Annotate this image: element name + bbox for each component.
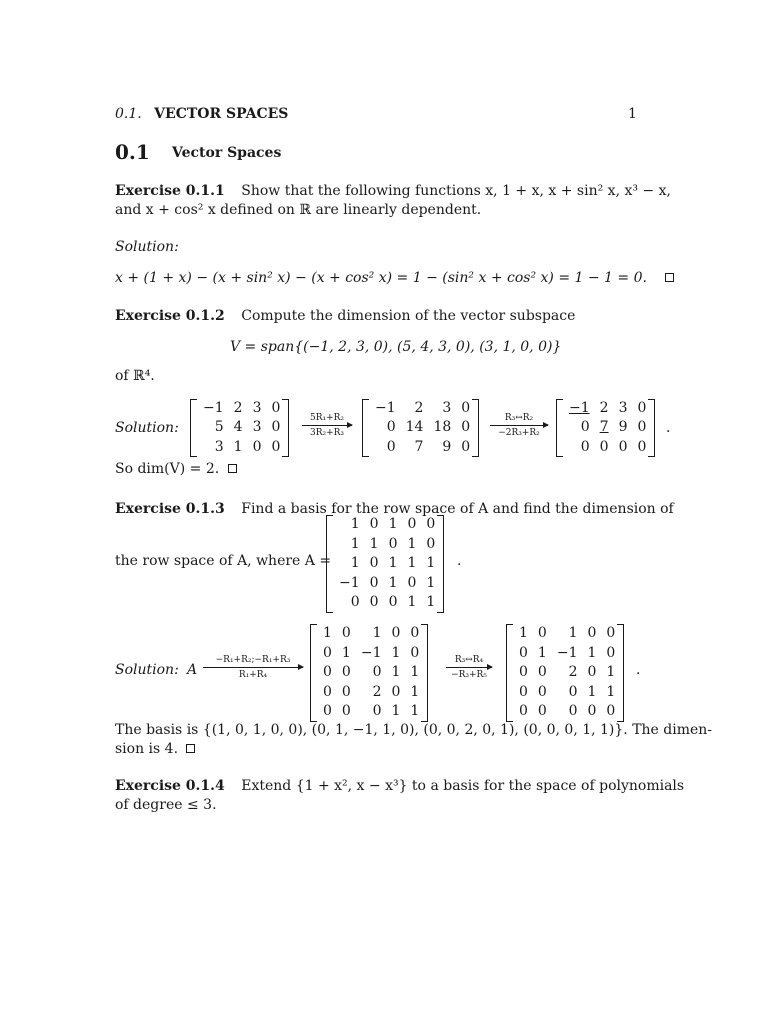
matrix-row bbox=[199, 399, 280, 418]
matrix-cell: 0 bbox=[410, 625, 420, 641]
matrix-cell: 3 bbox=[442, 400, 452, 416]
exercise-2-line-1 bbox=[115, 308, 575, 324]
exercise-2-arrow-2 bbox=[490, 413, 548, 438]
matrix-cell: 0 bbox=[388, 535, 398, 552]
matrix-cell: 0 bbox=[519, 683, 528, 700]
matrix-cell: 0 bbox=[606, 625, 616, 641]
matrix-cell: 2 bbox=[599, 400, 609, 416]
matrix-cell: 1 bbox=[410, 703, 420, 719]
exercise-3-matrix-1 bbox=[310, 624, 428, 722]
matrix-row bbox=[515, 663, 615, 683]
exercise-3-text-1: Find a basis for the row space of A and find the dimension of bbox=[241, 501, 674, 517]
matrix-cell: 0 bbox=[388, 594, 398, 610]
matrix-cell: −1 bbox=[339, 574, 360, 591]
matrix-cell: 0 bbox=[587, 664, 597, 680]
matrix-row bbox=[515, 683, 615, 703]
exercise-3-arrow-1-bottom: R₁+R₄ bbox=[238, 670, 268, 680]
matrix-table bbox=[199, 399, 280, 457]
matrix-cell: 0 bbox=[323, 644, 332, 661]
matrix-row bbox=[319, 702, 419, 722]
qed-icon bbox=[665, 273, 674, 282]
matrix-cell: 0 bbox=[519, 644, 528, 661]
matrix-cell: −1 bbox=[569, 400, 590, 416]
matrix-table bbox=[515, 624, 615, 722]
matrix-cell: 1 bbox=[323, 625, 332, 641]
matrix-cell: 1 bbox=[388, 555, 398, 571]
arrow-right-icon bbox=[490, 425, 548, 426]
arrow-right-icon bbox=[446, 667, 492, 668]
matrix-cell: 2 bbox=[414, 400, 424, 416]
matrix-cell: 1 bbox=[388, 516, 398, 532]
matrix-cell: 0 bbox=[372, 664, 382, 680]
exercise-3-matrix-2 bbox=[506, 624, 624, 722]
exercise-1-text-2: and x + cos² x defined on ℝ are linearly dependent. bbox=[115, 202, 482, 218]
running-header bbox=[115, 106, 288, 122]
matrix-cell: 0 bbox=[323, 664, 332, 680]
exercise-2-matrix-1 bbox=[190, 399, 289, 457]
matrix-cell: 0 bbox=[426, 516, 436, 532]
matrix-row bbox=[565, 438, 646, 457]
matrix-cell: 0 bbox=[461, 438, 471, 455]
matrix-cell: 14 bbox=[405, 419, 424, 436]
matrix-cell: 4 bbox=[233, 419, 243, 436]
exercise-1-equation bbox=[115, 270, 674, 286]
matrix-cell: −1 bbox=[203, 400, 224, 416]
matrix-cell: −1 bbox=[375, 400, 396, 416]
matrix-cell: 0 bbox=[519, 664, 528, 680]
matrix-cell: 1 bbox=[587, 683, 597, 700]
matrix-table bbox=[371, 399, 470, 457]
matrix-table bbox=[565, 399, 646, 457]
matrix-row bbox=[371, 418, 470, 437]
matrix-cell: 0 bbox=[323, 683, 332, 700]
matrix-cell: 0 bbox=[369, 555, 379, 571]
matrix-cell: 0 bbox=[519, 703, 528, 719]
matrix-cell: 0 bbox=[580, 419, 590, 436]
matrix-row bbox=[515, 644, 615, 664]
exercise-3-arrow-1-top: −R₁+R₂;−R₁+R₃ bbox=[215, 655, 291, 665]
exercise-1-equation-text: x + (1 + x) − (x + sin² x) − (x + cos² x) = 1 − (sin² x + cos² x) = 1 − 1 = 0. bbox=[115, 270, 647, 286]
matrix-cell: 1 bbox=[388, 574, 398, 591]
matrix-cell: 0 bbox=[341, 625, 351, 641]
exercise-3-label: Exercise 0.1.3 bbox=[115, 501, 225, 517]
matrix-cell: 1 bbox=[426, 574, 436, 591]
matrix-cell: 2 bbox=[233, 400, 243, 416]
matrix-cell: 1 bbox=[341, 644, 351, 661]
matrix-cell: 0 bbox=[568, 683, 578, 700]
matrix-cell: 0 bbox=[637, 400, 647, 416]
matrix-cell: 1 bbox=[426, 594, 436, 610]
matrix-cell: 0 bbox=[341, 683, 351, 700]
matrix-cell: 0 bbox=[323, 703, 332, 719]
matrix-cell: 0 bbox=[606, 644, 616, 661]
exercise-1-label: Exercise 0.1.1 bbox=[115, 183, 225, 199]
matrix-cell: 1 bbox=[350, 535, 360, 552]
matrix-cell: −1 bbox=[556, 644, 578, 661]
matrix-row bbox=[335, 593, 435, 613]
matrix-cell: 0 bbox=[580, 438, 590, 455]
period: . bbox=[636, 662, 641, 678]
exercise-4-text-2: of degree ≤ 3. bbox=[115, 797, 217, 813]
matrix-cell: 0 bbox=[461, 419, 471, 436]
matrix-cell: 1 bbox=[410, 683, 420, 700]
matrix-cell: 7 bbox=[599, 419, 609, 436]
matrix-cell: 0 bbox=[369, 594, 379, 610]
matrix-cell: 0 bbox=[537, 664, 547, 680]
matrix-cell: 0 bbox=[426, 535, 436, 552]
matrix-cell: 0 bbox=[606, 703, 616, 719]
exercise-3-arrow-2-bottom: −R₃+R₅ bbox=[451, 670, 487, 680]
matrix-cell: 3 bbox=[214, 438, 224, 455]
matrix-cell: 0 bbox=[252, 438, 262, 455]
matrix-cell: 5 bbox=[214, 419, 224, 436]
matrix-cell: 0 bbox=[618, 438, 628, 455]
matrix-cell: 1 bbox=[391, 703, 401, 719]
qed-icon bbox=[228, 464, 237, 473]
matrix-table bbox=[319, 624, 419, 722]
matrix-cell: 1 bbox=[391, 664, 401, 680]
exercise-3-basis-line-2 bbox=[115, 741, 195, 757]
matrix-cell: 1 bbox=[350, 516, 360, 532]
matrix-cell: 1 bbox=[410, 664, 420, 680]
matrix-cell: 7 bbox=[414, 438, 424, 455]
exercise-2-text-2: of ℝ⁴. bbox=[115, 368, 155, 384]
matrix-row bbox=[565, 399, 646, 418]
matrix-cell: 1 bbox=[606, 664, 616, 680]
matrix-cell: 9 bbox=[442, 438, 452, 455]
exercise-3-a-label: A bbox=[187, 662, 198, 678]
matrix-cell: 1 bbox=[372, 625, 382, 641]
exercise-2-solution-label: Solution: bbox=[115, 420, 179, 436]
exercise-2-span: V = span{(−1, 2, 3, 0), (5, 4, 3, 0), (3, 1, 0, 0)} bbox=[230, 339, 562, 355]
matrix-cell: 0 bbox=[537, 703, 547, 719]
matrix-row bbox=[335, 515, 435, 535]
matrix-cell: 0 bbox=[410, 644, 420, 661]
matrix-cell: 1 bbox=[568, 625, 578, 641]
section-number: 0.1 bbox=[115, 140, 150, 164]
matrix-row bbox=[335, 554, 435, 574]
matrix-cell: 0 bbox=[587, 625, 597, 641]
exercise-2-matrix-2 bbox=[362, 399, 479, 457]
exercise-2-text-1: Compute the dimension of the vector subspace bbox=[241, 308, 576, 324]
matrix-cell: 1 bbox=[519, 625, 528, 641]
matrix-cell: 0 bbox=[391, 625, 401, 641]
matrix-row bbox=[371, 399, 470, 418]
matrix-cell: 1 bbox=[407, 555, 417, 571]
matrix-row bbox=[319, 663, 419, 683]
exercise-1-text-1: Show that the following functions x, 1 + x, x + sin² x, x³ − x, bbox=[241, 183, 671, 199]
matrix-cell: 0 bbox=[372, 703, 382, 719]
matrix-cell: 1 bbox=[233, 438, 243, 455]
matrix-cell: 3 bbox=[252, 400, 262, 416]
matrix-cell: 0 bbox=[637, 419, 647, 436]
matrix-cell: 0 bbox=[341, 703, 351, 719]
exercise-2-arrow-1-top: 5R₁+R₂ bbox=[309, 413, 345, 423]
matrix-cell: 0 bbox=[407, 574, 417, 591]
matrix-row bbox=[199, 418, 280, 437]
exercise-3-arrow-2-top: R₃↔R₄ bbox=[454, 655, 484, 665]
matrix-cell: 0 bbox=[537, 683, 547, 700]
matrix-cell: 1 bbox=[587, 644, 597, 661]
matrix-row bbox=[515, 624, 615, 644]
exercise-2-arrow-2-bottom: −2R₃+R₂ bbox=[498, 428, 540, 438]
matrix-cell: 1 bbox=[426, 555, 436, 571]
matrix-cell: 3 bbox=[618, 400, 628, 416]
matrix-cell: 1 bbox=[350, 555, 360, 571]
matrix-cell: 0 bbox=[637, 438, 647, 455]
exercise-4-text-1: Extend {1 + x², x − x³} to a basis for the space of polynomials bbox=[241, 778, 685, 794]
matrix-cell: −1 bbox=[360, 644, 382, 661]
matrix-cell: 18 bbox=[433, 419, 452, 436]
exercise-1-line-1 bbox=[115, 183, 671, 199]
matrix-row bbox=[565, 418, 646, 437]
exercise-2-conclusion bbox=[115, 461, 237, 477]
exercise-2-matrix-3 bbox=[556, 399, 655, 457]
matrix-cell: 0 bbox=[391, 683, 401, 700]
exercise-2-arrow-1-bottom: 3R₂+R₃ bbox=[309, 428, 345, 438]
exercise-3-arrow-2 bbox=[446, 655, 492, 680]
exercise-3-basis-line-1: The basis is {(1, 0, 1, 0, 0), (0, 1, −1, 1, 0), (0, 0, 2, 0, 1), (0, 0, 0, 1, 1)}. The dimen- bbox=[115, 722, 713, 738]
exercise-1-solution-label: Solution: bbox=[115, 239, 179, 255]
exercise-3-basis-text-2: sion is 4. bbox=[115, 741, 179, 757]
matrix-row bbox=[199, 438, 280, 457]
matrix-cell: 1 bbox=[391, 644, 401, 661]
qed-icon bbox=[186, 744, 195, 753]
matrix-cell: 1 bbox=[369, 535, 379, 552]
exercise-2-label: Exercise 0.1.2 bbox=[115, 308, 225, 324]
matrix-row bbox=[319, 683, 419, 703]
matrix-cell: 0 bbox=[407, 516, 417, 532]
matrix-cell: 0 bbox=[599, 438, 609, 455]
section-title: Vector Spaces bbox=[172, 145, 282, 161]
matrix-cell: 1 bbox=[407, 535, 417, 552]
matrix-cell: 1 bbox=[606, 683, 616, 700]
period: . bbox=[666, 420, 671, 436]
arrow-right-icon bbox=[203, 667, 303, 668]
matrix-cell: 9 bbox=[618, 419, 628, 436]
matrix-cell: 0 bbox=[537, 625, 547, 641]
matrix-cell: 0 bbox=[369, 516, 379, 532]
matrix-cell: 2 bbox=[568, 664, 578, 680]
exercise-2-arrow-1 bbox=[302, 413, 352, 438]
arrow-right-icon bbox=[302, 425, 352, 426]
matrix-cell: 0 bbox=[587, 703, 597, 719]
matrix-cell: 0 bbox=[350, 594, 360, 610]
header-section-title: VECTOR SPACES bbox=[154, 106, 289, 122]
exercise-2-conclusion-text: So dim(V) = 2. bbox=[115, 461, 220, 477]
exercise-3-text-2: the row space of A, where A = bbox=[115, 553, 332, 569]
matrix-row bbox=[335, 535, 435, 555]
matrix-cell: 0 bbox=[386, 438, 396, 455]
exercise-4-line-1 bbox=[115, 778, 684, 794]
exercise-3-matrix-a bbox=[326, 515, 444, 613]
matrix-row bbox=[319, 624, 419, 644]
period: . bbox=[457, 553, 462, 569]
matrix-table bbox=[335, 515, 435, 613]
matrix-row bbox=[515, 702, 615, 722]
matrix-cell: 0 bbox=[369, 574, 379, 591]
exercise-3-solution-label: Solution: bbox=[115, 662, 179, 678]
exercise-3-arrow-1 bbox=[203, 655, 303, 680]
matrix-cell: 3 bbox=[252, 419, 262, 436]
matrix-cell: 0 bbox=[271, 419, 281, 436]
matrix-cell: 0 bbox=[341, 664, 351, 680]
matrix-cell: 1 bbox=[537, 644, 547, 661]
matrix-cell: 2 bbox=[372, 683, 382, 700]
matrix-cell: 1 bbox=[407, 594, 417, 610]
header-section-number: 0.1. bbox=[115, 106, 142, 122]
matrix-cell: 0 bbox=[461, 400, 471, 416]
matrix-row bbox=[335, 574, 435, 594]
matrix-row bbox=[319, 644, 419, 664]
matrix-cell: 0 bbox=[271, 400, 281, 416]
exercise-4-label: Exercise 0.1.4 bbox=[115, 778, 225, 794]
matrix-row bbox=[371, 438, 470, 457]
matrix-cell: 0 bbox=[271, 438, 281, 455]
matrix-cell: 0 bbox=[568, 703, 578, 719]
matrix-cell: 0 bbox=[386, 419, 396, 436]
page-number: 1 bbox=[628, 106, 637, 122]
exercise-2-arrow-2-top: R₃↔R₂ bbox=[504, 413, 534, 423]
